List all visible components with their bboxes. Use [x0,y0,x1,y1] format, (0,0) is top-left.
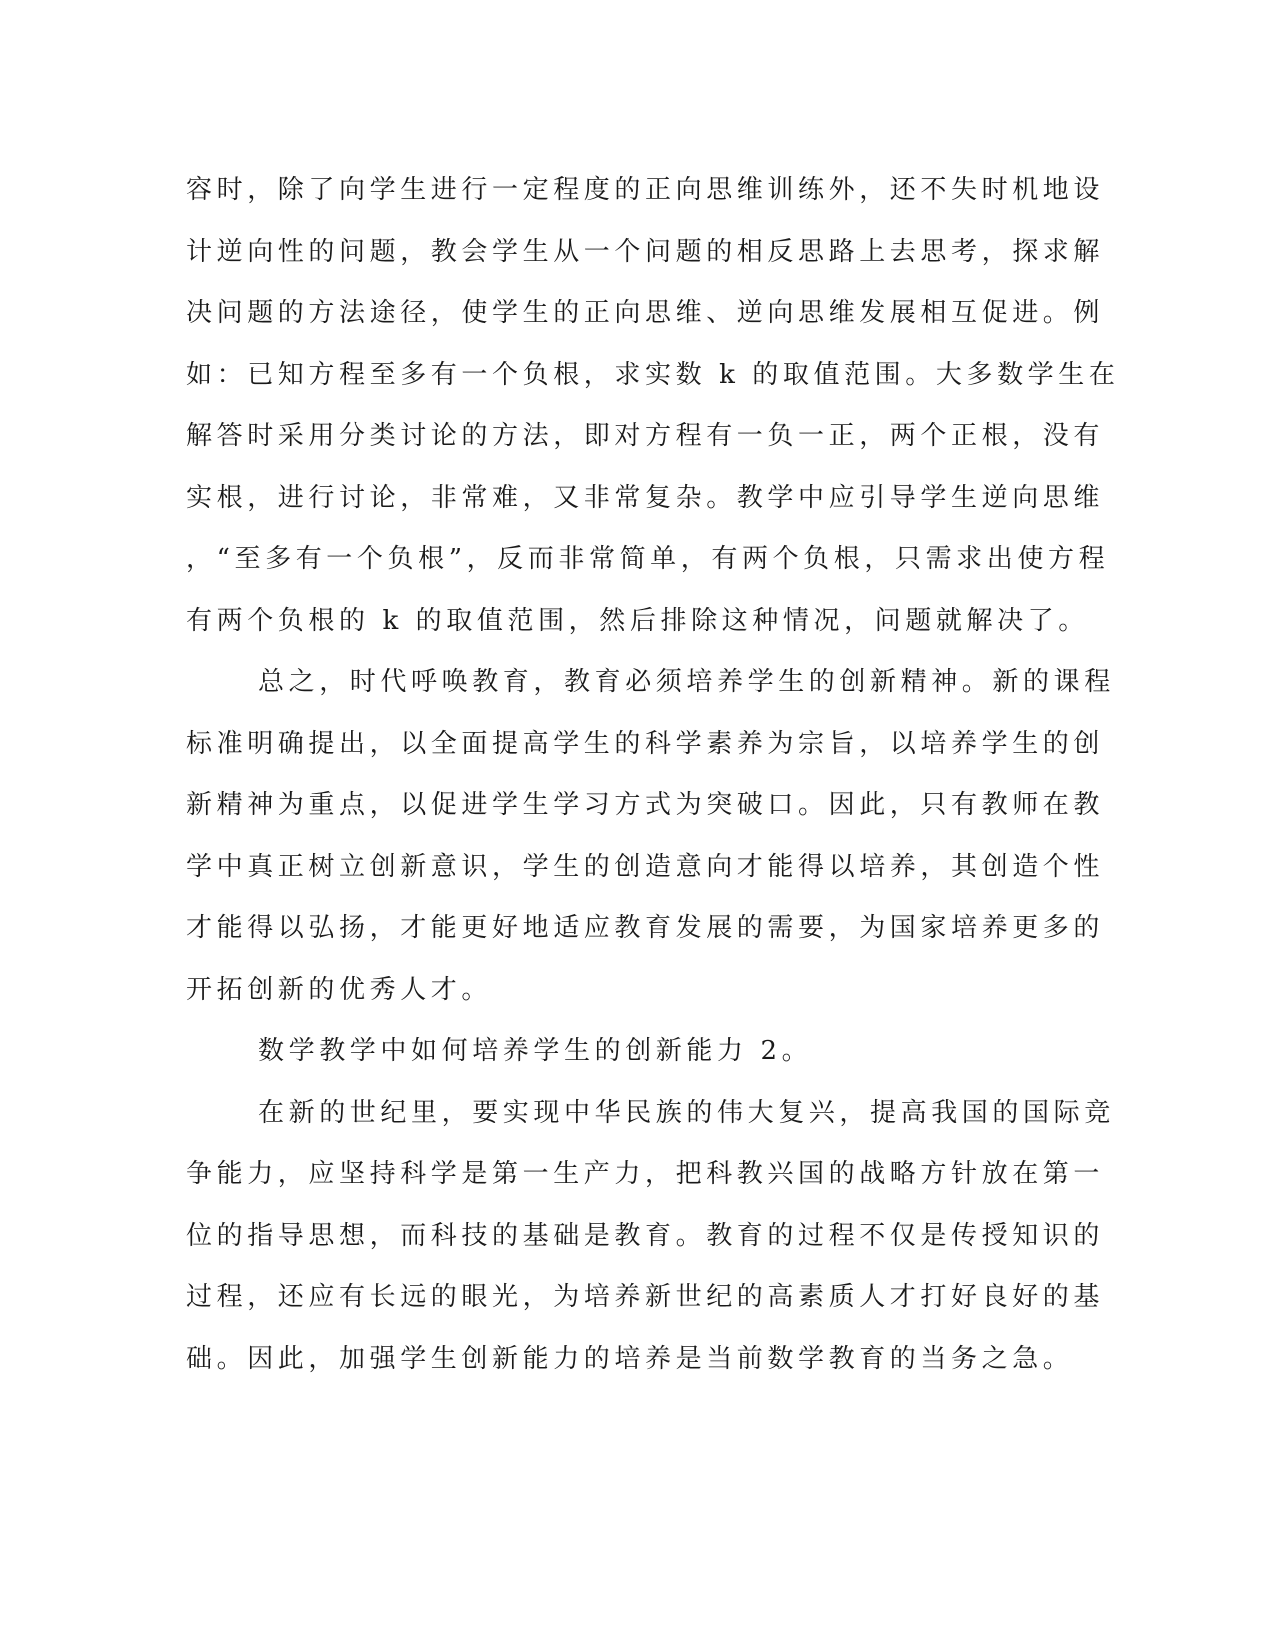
text-line: 容时，除了向学生进行一定程度的正向思维训练外，还不失时机地设 [186,175,1105,205]
text-line: 决问题的方法途径，使学生的正向思维、逆向思维发展相互促进。例 [186,298,1105,328]
body-text [186,160,1120,1390]
text-line: 位的指导思想，而科技的基础是教育。教育的过程不仅是传授知识的 [186,1220,1105,1251]
text-line: 开拓创新的优秀人才。 [186,974,493,1005]
paragraph-start-line: 在新的世纪里，要实现中华民族的伟大复兴，提高我国的国际竞 [258,1097,1115,1128]
text-line: 才能得以弘扬，才能更好地适应教育发展的需要，为国家培养更多的 [186,913,1105,943]
text-line: 新精神为重点，以促进学生学习方式为突破口。因此，只有教师在教 [186,790,1105,820]
text-line: 过程，还应有长远的眼光，为培养新世纪的高素质人才打好良好的基 [186,1282,1105,1312]
text-line: ，“至多有一个负根”，反而非常简单，有两个负根，只需求出使方程 [186,544,1110,574]
text-line: 有两个负根的 k 的取值范围，然后排除这种情况，问题就解决了。 [186,605,1089,636]
text-line: 解答时采用分类讨论的方法，即对方程有一负一正，两个正根，没有 [186,421,1105,451]
text-line: 学中真正树立创新意识，学生的创造意向才能得以培养，其创造个性 [186,851,1105,882]
paragraph-start-line: 总之，时代呼唤教育，教育必须培养学生的创新精神。新的课程 [258,667,1115,697]
text-line: 实根，进行讨论，非常难，又非常复杂。教学中应引导学生逆向思维 [186,482,1105,513]
section-heading: 数学教学中如何培养学生的创新能力 2。 [258,1036,813,1066]
text-line: 标准明确提出，以全面提高学生的科学素养为宗旨，以培养学生的创 [186,728,1105,759]
text-line: 计逆向性的问题，教会学生从一个问题的相反思路上去思考，探求解 [186,236,1105,267]
text-line: 争能力，应坚持科学是第一生产力，把科教兴国的战略方针放在第一 [186,1159,1105,1189]
text-line: 如：已知方程至多有一个负根，求实数 k 的取值范围。大多数学生在 [186,359,1120,390]
text-line: 础。因此，加强学生创新能力的培养是当前数学教育的当务之急。 [186,1343,1074,1374]
